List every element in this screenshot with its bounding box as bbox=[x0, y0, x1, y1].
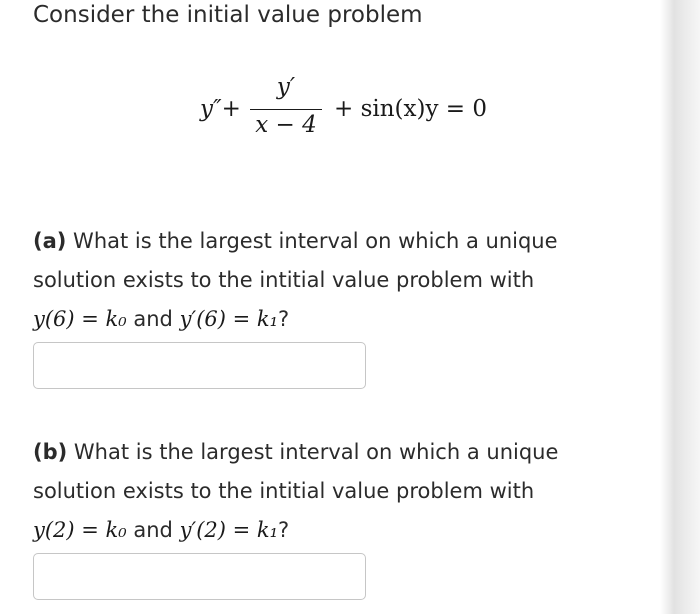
question-a-condition-2: y′(6) = k₁ bbox=[179, 307, 279, 331]
question-a-end: ? bbox=[278, 307, 290, 331]
question-a-line2: solution exists to the intitial value problem with bbox=[33, 268, 535, 292]
equation-rest: + sin(x)y = 0 bbox=[334, 96, 487, 122]
answer-b-input[interactable] bbox=[33, 553, 366, 600]
question-a-line1: What is the largest interval on which a unique bbox=[66, 229, 558, 253]
question-a-label: (a) bbox=[33, 229, 67, 253]
question-b-condition-1: y(2) = k₀ bbox=[33, 518, 127, 542]
equation-lhs: y″+ bbox=[200, 96, 241, 122]
answer-a-input[interactable] bbox=[33, 342, 366, 389]
equation-fraction bbox=[250, 74, 322, 144]
fraction-numerator: y′ bbox=[276, 74, 296, 100]
question-a bbox=[33, 222, 633, 339]
question-b-and: and bbox=[126, 518, 180, 542]
intro-text: Consider the initial value problem bbox=[33, 2, 423, 28]
fraction-denominator: x − 4 bbox=[255, 112, 317, 138]
question-b bbox=[33, 433, 633, 550]
fraction-bar bbox=[250, 109, 322, 110]
question-b-label: (b) bbox=[33, 440, 68, 464]
question-a-condition-1: y(6) = k₀ bbox=[33, 307, 127, 331]
page-edge-shadow bbox=[660, 0, 700, 614]
question-b-condition-2: y′(2) = k₁ bbox=[179, 518, 279, 542]
question-a-and: and bbox=[126, 307, 180, 331]
question-b-line1: What is the largest interval on which a unique bbox=[67, 440, 559, 464]
question-b-end: ? bbox=[278, 518, 290, 542]
question-b-line2: solution exists to the intitial value problem with bbox=[33, 479, 535, 503]
